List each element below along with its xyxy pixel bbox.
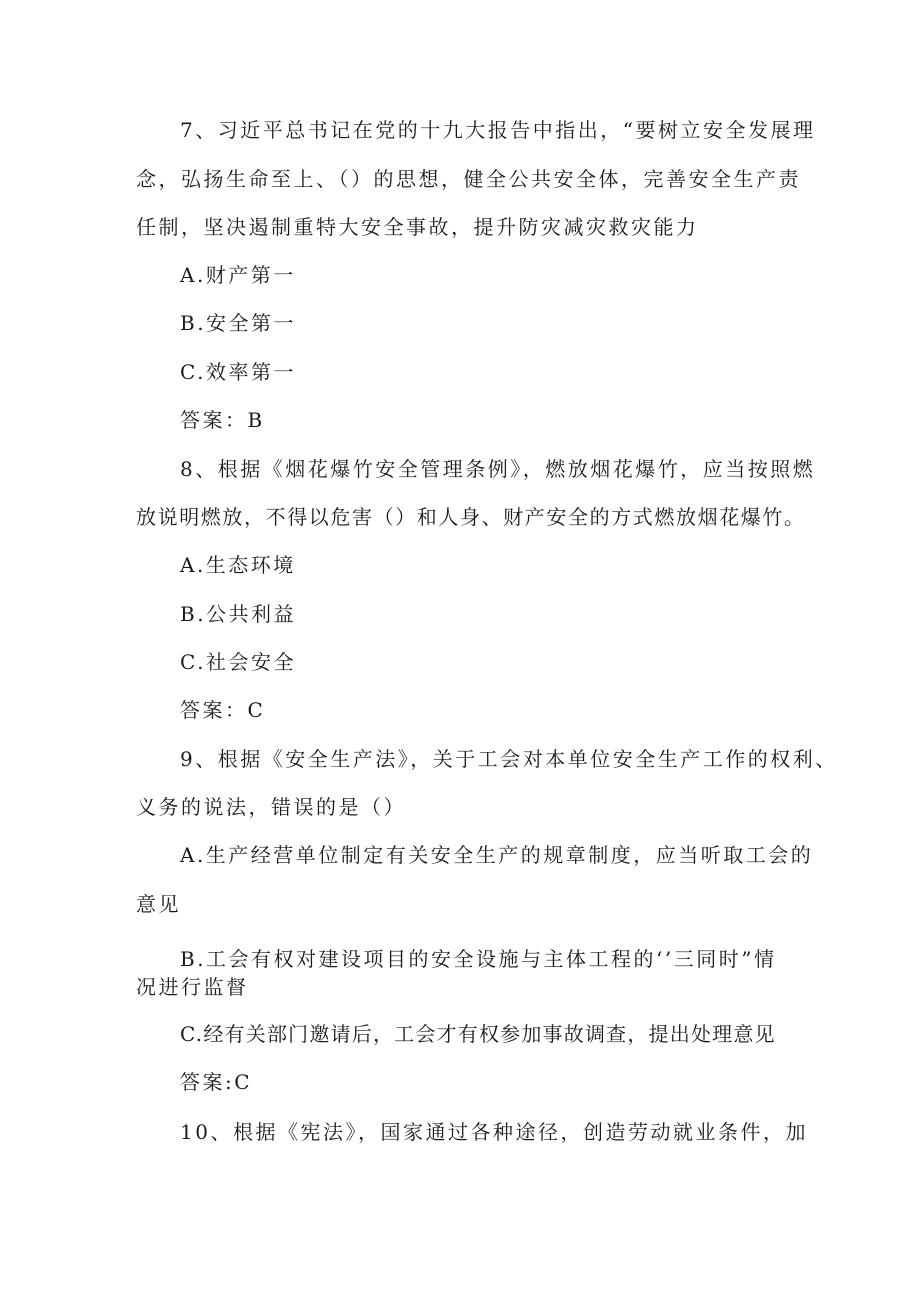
question-7-line-3: 任制，坚决遏制重特大安全事故，提升防灾减灾救灾能力 [136, 215, 699, 239]
question-9-line-2: 义务的说法，错误的是（） [136, 795, 406, 819]
question-8-line-2: 放说明燃放，不得以危害（）和人身、财产安全的方式燃放烟花爆竹。 [136, 505, 806, 529]
question-8-option-c: C.社会安全 [180, 650, 296, 674]
question-7-answer: 答案：B [180, 408, 265, 432]
question-9-answer: 答案:C [180, 1070, 253, 1094]
question-9-option-b-line-2: 况进行监督 [136, 975, 249, 999]
question-9-option-c: C.经有关部门邀请后，工会才有权参加事故调查，提出处理意见 [180, 1022, 776, 1046]
question-9-option-b-line-1: B.工会有权对建设项目的安全设施与主体工程的‘’三同时”情 [180, 947, 777, 971]
question-7-option-c: C.效率第一 [180, 360, 296, 384]
question-9-option-a-line-2: 意见 [136, 892, 181, 916]
question-9-line-1: 9、根据《安全生产法》，关于工会对本单位安全生产工作的权利、 [180, 747, 838, 771]
question-8-line-1: 8、根据《烟花爆竹安全管理条例》，燃放烟花爆竹，应当按照燃 [180, 457, 816, 481]
question-9-option-a-line-1: A.生产经营单位制定有关安全生产的规章制度，应当听取工会的 [180, 843, 814, 867]
question-10-line-1: 10、根据《宪法》，国家通过各种途径，创造劳动就业条件，加 [180, 1120, 808, 1144]
question-8-option-b: B.公共利益 [180, 602, 297, 626]
question-7-option-a: A.财产第一 [180, 263, 296, 287]
question-8-answer: 答案：C [180, 698, 266, 722]
question-7-option-b: B.安全第一 [180, 311, 297, 335]
question-8-option-a: A.生态环境 [180, 553, 296, 577]
question-7-line-1: 7、习近平总书记在党的十九大报告中指出，“要树立安全发展理 [180, 118, 816, 142]
question-7-line-2: 念，弘扬生命至上、（）的思想，健全公共安全体，完善安全生产责 [136, 167, 801, 191]
